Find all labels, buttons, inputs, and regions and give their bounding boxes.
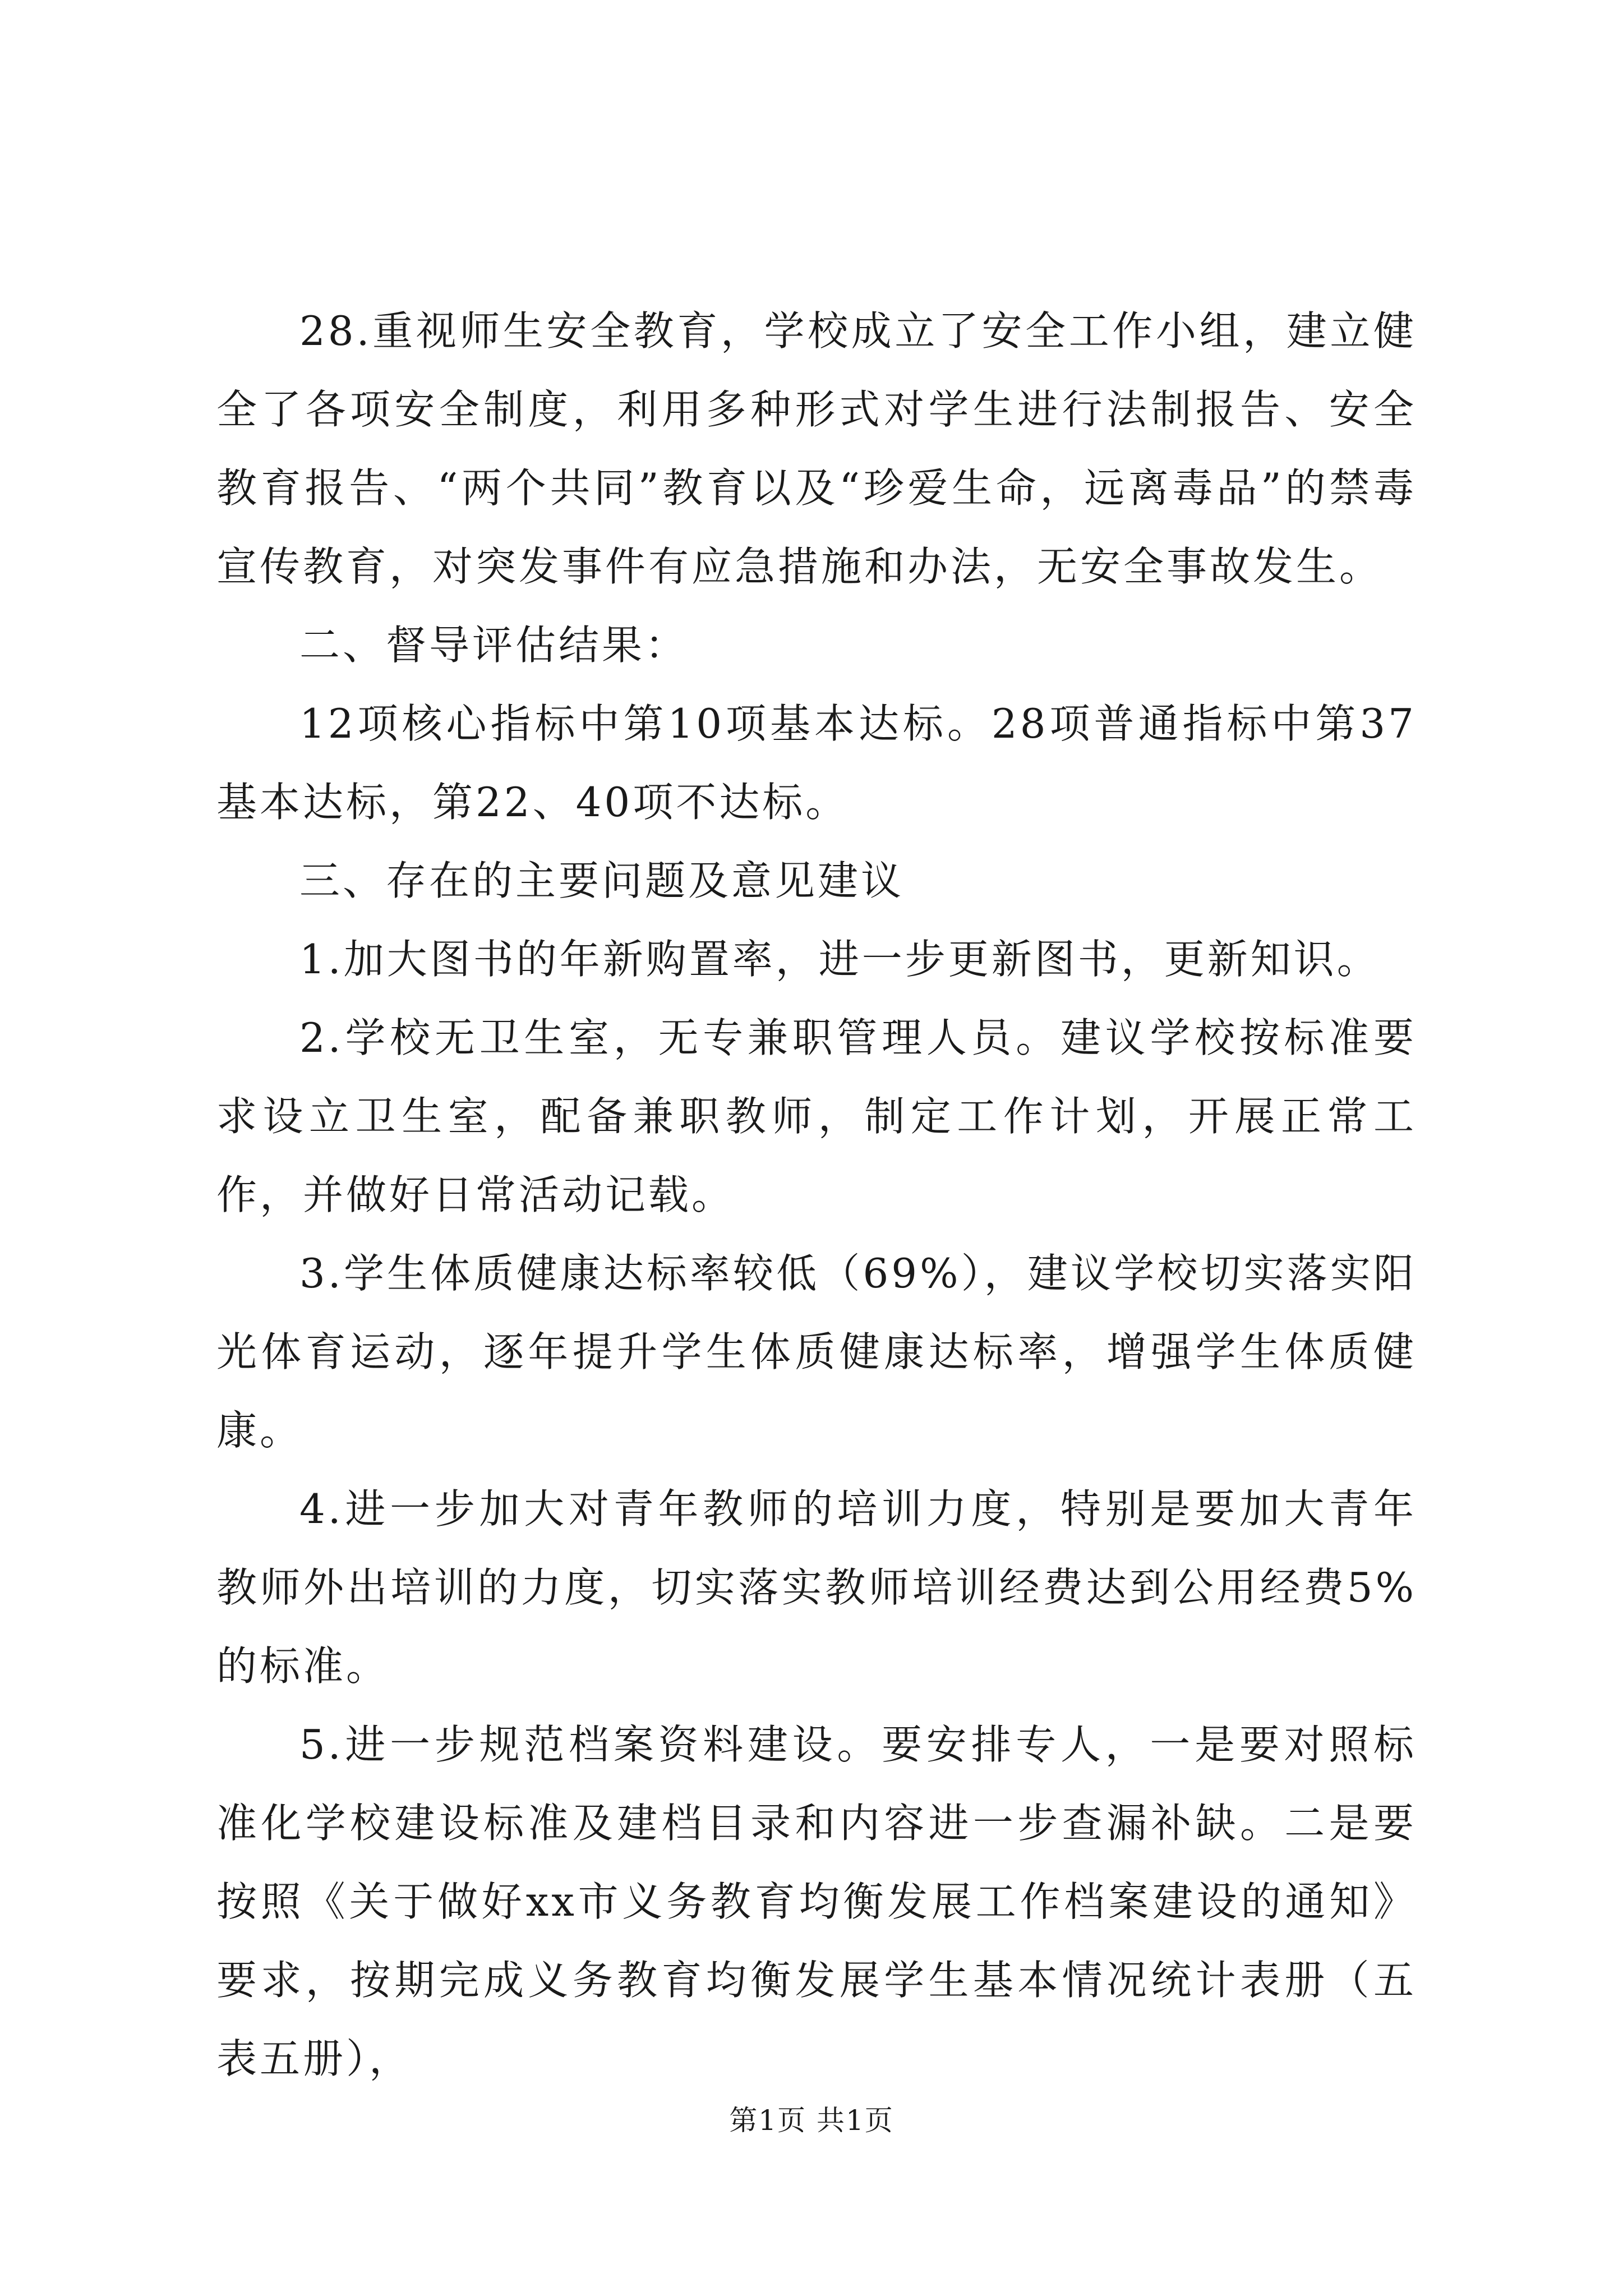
section-heading-problems-suggestions: 三、存在的主要问题及意见建议 <box>299 857 905 904</box>
paragraph-suggestion-3: 3.学生体质健康达标率较低（69%），建议学校切实落实阳光体育运动，逐年提升学生体质健康达标率，增强学生体质健康。 <box>216 1250 1417 1454</box>
paragraph-suggestion-1: 1.加大图书的年新购置率，进一步更新图书，更新知识。 <box>299 936 1380 983</box>
paragraph-suggestion-2: 2.学校无卫生室，无专兼职管理人员。建议学校按标准要求设立卫生室，配备兼职教师，制定工作计划，开展正常工作，并做好日常活动记载。 <box>216 1014 1417 1218</box>
page-footer: 第1页 共1页 <box>729 2104 894 2137</box>
paragraph-item-28: 28.重视师生安全教育，学校成立了安全工作小组，建立健全了各项安全制度，利用多种形式对学生进行法制报告、安全教育报告、“两个共同”教育以及“珍爱生命，远离毒品”的禁毒宣传教育，对突发事件有应急措施和办法，无安全事故发生。 <box>216 307 1417 590</box>
document-body <box>216 292 1417 2098</box>
paragraph-evaluation-summary: 12项核心指标中第10项基本达标。28项普通指标中第37基本达标，第22、40项不达标。 <box>216 700 1417 826</box>
section-heading-evaluation-results: 二、督导评估结果： <box>299 622 689 669</box>
paragraph-suggestion-4: 4.进一步加大对青年教师的培训力度，特别是要加大青年教师外出培训的力度，切实落实教师培训经费达到公用经费5%的标准。 <box>216 1485 1417 1690</box>
paragraph-suggestion-5: 5.进一步规范档案资料建设。要安排专人，一是要对照标准化学校建设标准及建档目录和内容进一步查漏补缺。二是要按照《关于做好xx市义务教育均衡发展工作档案建设的通知》要求，按期完成义务教育均衡发展学生基本情况统计表册（五表五册）， <box>216 1721 1417 2082</box>
